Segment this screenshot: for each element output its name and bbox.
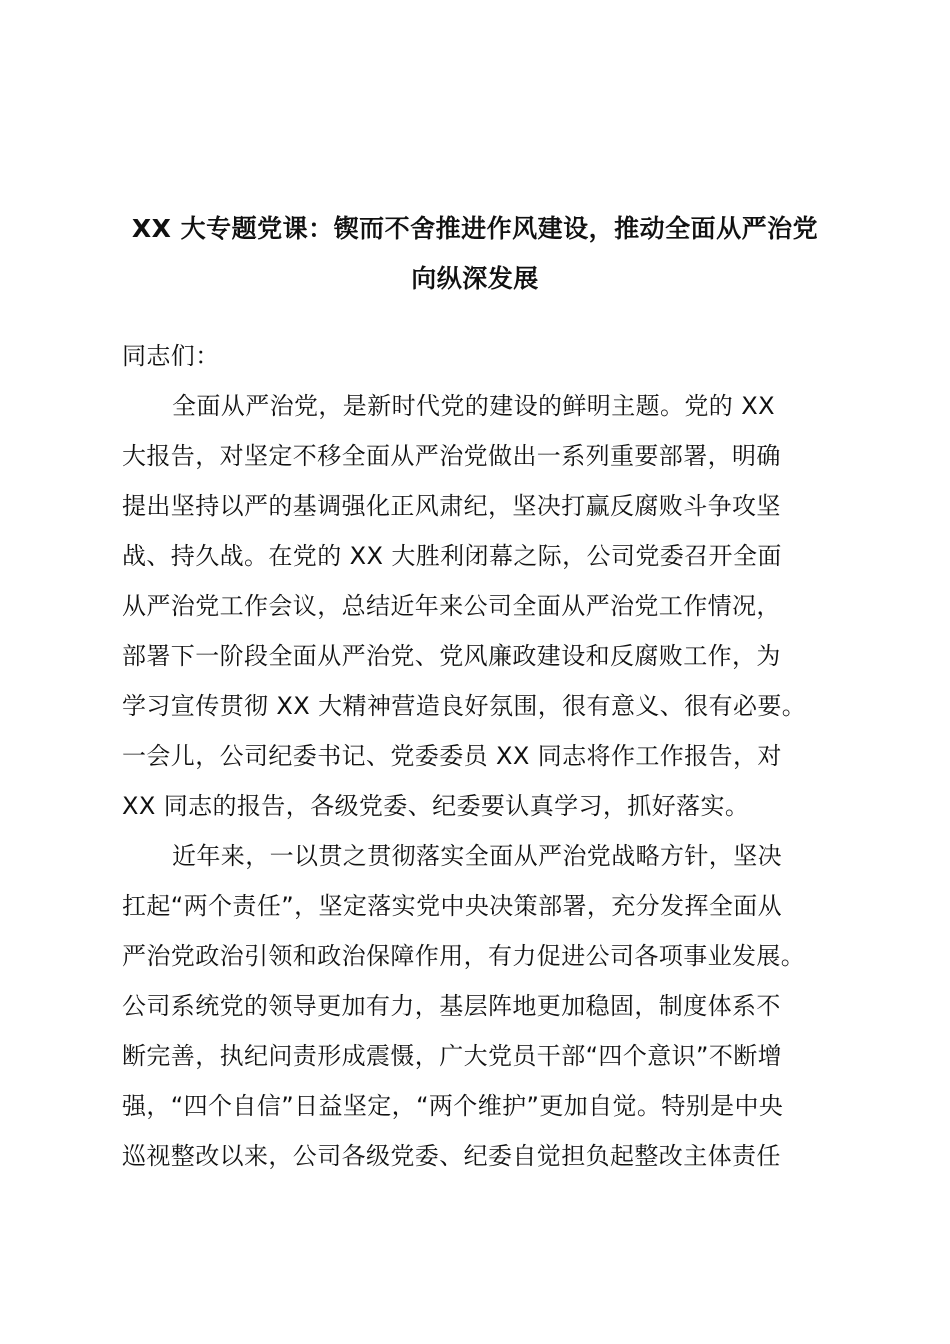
paragraph-2-line: 严治党政治引领和政治保障作用，有力促进公司各项事业发展。 bbox=[122, 942, 806, 970]
salutation: 同志们： bbox=[122, 342, 220, 370]
paragraph-1-line: 一会儿，公司纪委书记、党委委员 XX 同志将作工作报告，对 bbox=[122, 742, 782, 770]
paragraph-2-line: 扛起“两个责任”，坚定落实党中央决策部署，充分发挥全面从 bbox=[122, 892, 783, 920]
document-title-line-1: XX 大专题党课：锲而不舍推进作风建设，推动全面从严治党 bbox=[131, 214, 819, 243]
paragraph-1-line: 战、持久战。在党的 XX 大胜利闭幕之际，公司党委召开全面 bbox=[122, 542, 782, 570]
document-body bbox=[122, 338, 842, 1188]
paragraph-1-line: 全面从严治党，是新时代党的建设的鲜明主题。党的 XX bbox=[172, 392, 775, 420]
document-title-line-2: 向纵深发展 bbox=[411, 264, 539, 293]
paragraph-1-line: 提出坚持以严的基调强化正风肃纪，坚决打赢反腐败斗争攻坚 bbox=[122, 492, 781, 520]
paragraph-2-line: 近年来，一以贯之贯彻落实全面从严治党战略方针，坚决 bbox=[172, 842, 782, 870]
paragraph-1-line: XX 同志的报告，各级党委、纪委要认真学习，抓好落实。 bbox=[122, 792, 750, 820]
paragraph-1-line: 从严治党工作会议，总结近年来公司全面从严治党工作情况， bbox=[122, 592, 781, 620]
paragraph-2-line: 巡视整改以来，公司各级党委、纪委自觉担负起整改主体责任 bbox=[122, 1142, 781, 1170]
paragraph-1-line: 大报告，对坚定不移全面从严治党做出一系列重要部署，明确 bbox=[122, 442, 781, 470]
paragraph-2-line: 强，“四个自信”日益坚定，“两个维护”更加自觉。特别是中央 bbox=[122, 1092, 784, 1120]
paragraph-2-line: 公司系统党的领导更加有力，基层阵地更加稳固，制度体系不 bbox=[122, 992, 781, 1020]
paragraph-2-line: 断完善，执纪问责形成震慑，广大党员干部“四个意识”不断增 bbox=[122, 1042, 783, 1070]
paragraph-1-line: 部署下一阶段全面从严治党、党风廉政建设和反腐败工作，为 bbox=[122, 642, 781, 670]
paragraph-1-line: 学习宣传贯彻 XX 大精神营造良好氛围，很有意义、很有必要。 bbox=[122, 692, 807, 720]
